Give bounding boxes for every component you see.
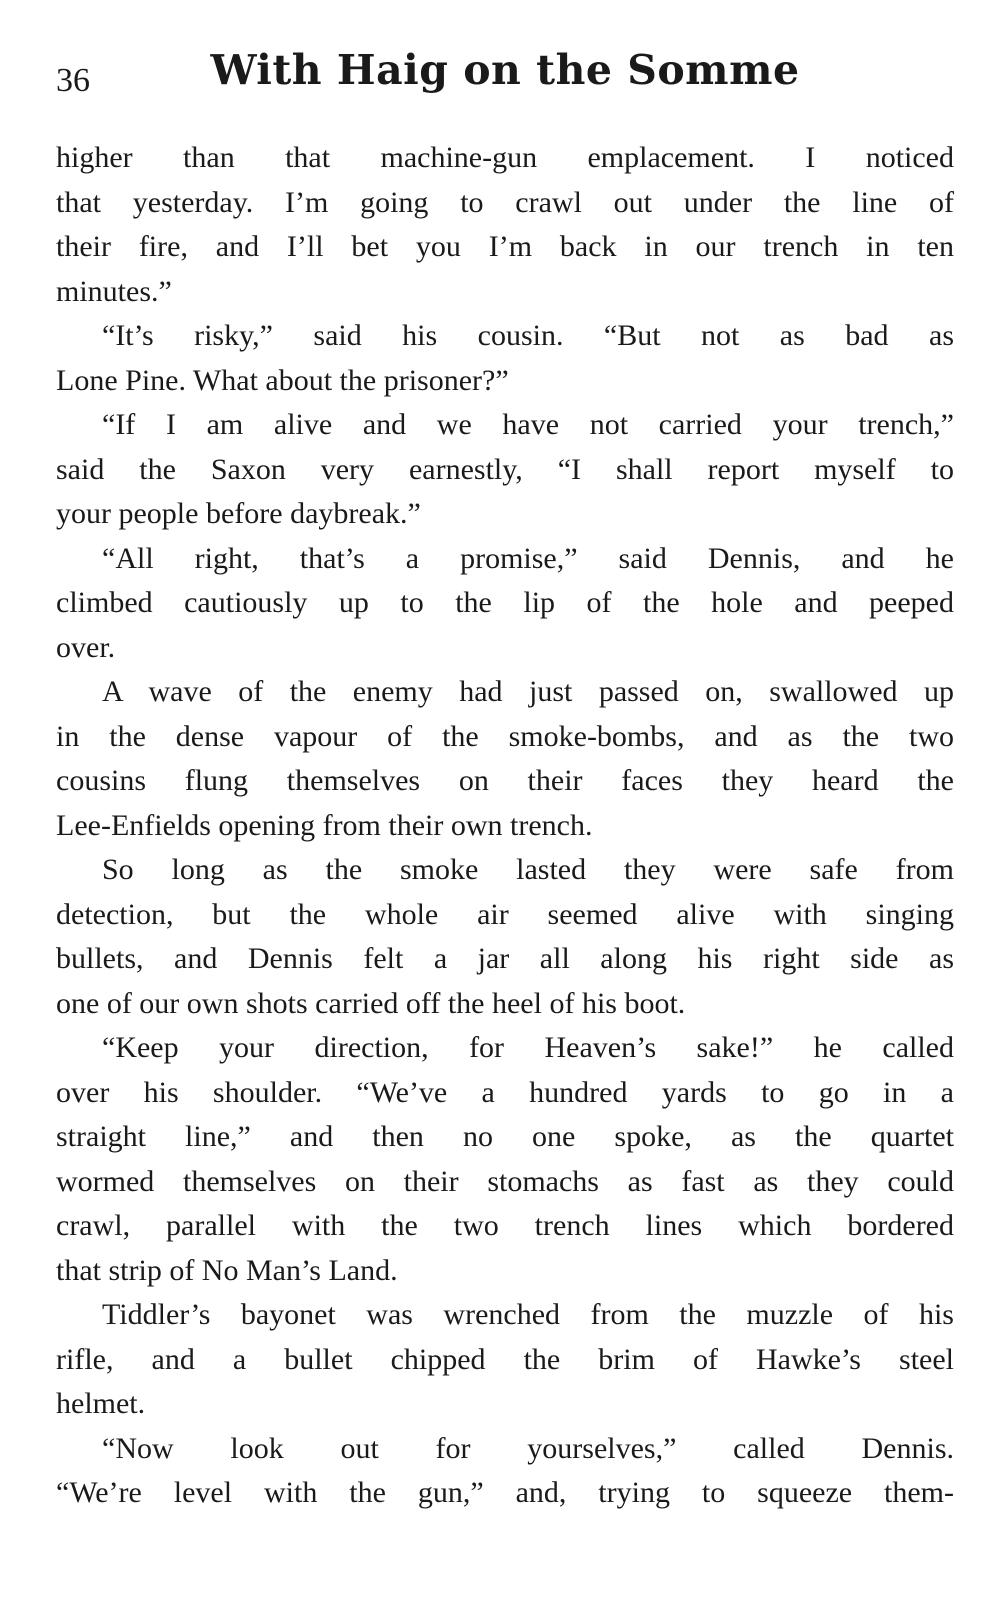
text-line: “It’s risky,” said his cousin. “But not as bad as bbox=[102, 319, 954, 352]
text-line: Lone Pine. What about the prisoner?” bbox=[56, 363, 509, 397]
text-line: climbed cautiously up to the lip of the hole and peeped bbox=[56, 586, 954, 619]
book-page bbox=[56, 40, 954, 1516]
text-line: Lee-Enfields opening from their own trench. bbox=[56, 808, 593, 842]
text-line: helmet. bbox=[56, 1387, 146, 1420]
text-line: cousins flung themselves on their faces they heard the bbox=[56, 764, 954, 797]
text-line: detection, but the whole air seemed alive with singing bbox=[56, 897, 954, 931]
text-line: that strip of No Man’s Land. bbox=[56, 1253, 398, 1287]
book-title: With Haig on the Somme bbox=[210, 46, 800, 94]
text-line: over. bbox=[56, 630, 116, 664]
text-line: “All right, that’s a promise,” said Dennis, and he bbox=[102, 541, 954, 575]
text-line: in the dense vapour of the smoke-bombs, and as the two bbox=[56, 719, 954, 753]
text-line: “Now look out for yourselves,” called Dennis. bbox=[102, 1431, 954, 1465]
text-line: higher than that machine-gun emplacement. I noticed bbox=[56, 141, 954, 174]
text-line: your people before daybreak.” bbox=[56, 497, 421, 530]
text-line: one of our own shots carried off the heel of his boot. bbox=[56, 986, 686, 1020]
text-line: wormed themselves on their stomachs as fast as they could bbox=[56, 1164, 954, 1198]
text-line: rifle, and a bullet chipped the brim of Hawke’s steel bbox=[56, 1342, 954, 1376]
text-line: their fire, and I’ll bet you I’m back in our trench in ten bbox=[56, 230, 954, 263]
text-line: minutes.” bbox=[56, 274, 172, 308]
text-line: crawl, parallel with the two trench lines which bordered bbox=[56, 1209, 954, 1242]
page-number: 36 bbox=[56, 62, 90, 99]
text-line: bullets, and Dennis felt a jar all along his right side as bbox=[56, 942, 954, 975]
text-line: “We’re level with the gun,” and, trying to squeeze them- bbox=[56, 1476, 954, 1509]
text-line: that yesterday. I’m going to crawl out under the line of bbox=[56, 185, 954, 219]
text-line: “Keep your direction, for Heaven’s sake!” he called bbox=[102, 1031, 954, 1064]
text-line: “If I am alive and we have not carried your trench,” bbox=[102, 408, 954, 441]
text-line: said the Saxon very earnestly, “I shall report myself to bbox=[56, 452, 954, 486]
text-line: straight line,” and then no one spoke, as the quartet bbox=[56, 1120, 954, 1153]
body-text bbox=[56, 136, 954, 1516]
text-line: over his shoulder. “We’ve a hundred yards to go in a bbox=[56, 1075, 954, 1109]
text-line: So long as the smoke lasted they were safe from bbox=[102, 853, 954, 886]
text-line: A wave of the enemy had just passed on, swallowed up bbox=[102, 675, 954, 708]
text-line: Tiddler’s bayonet was wrenched from the muzzle of his bbox=[102, 1298, 954, 1331]
running-head bbox=[56, 40, 954, 136]
